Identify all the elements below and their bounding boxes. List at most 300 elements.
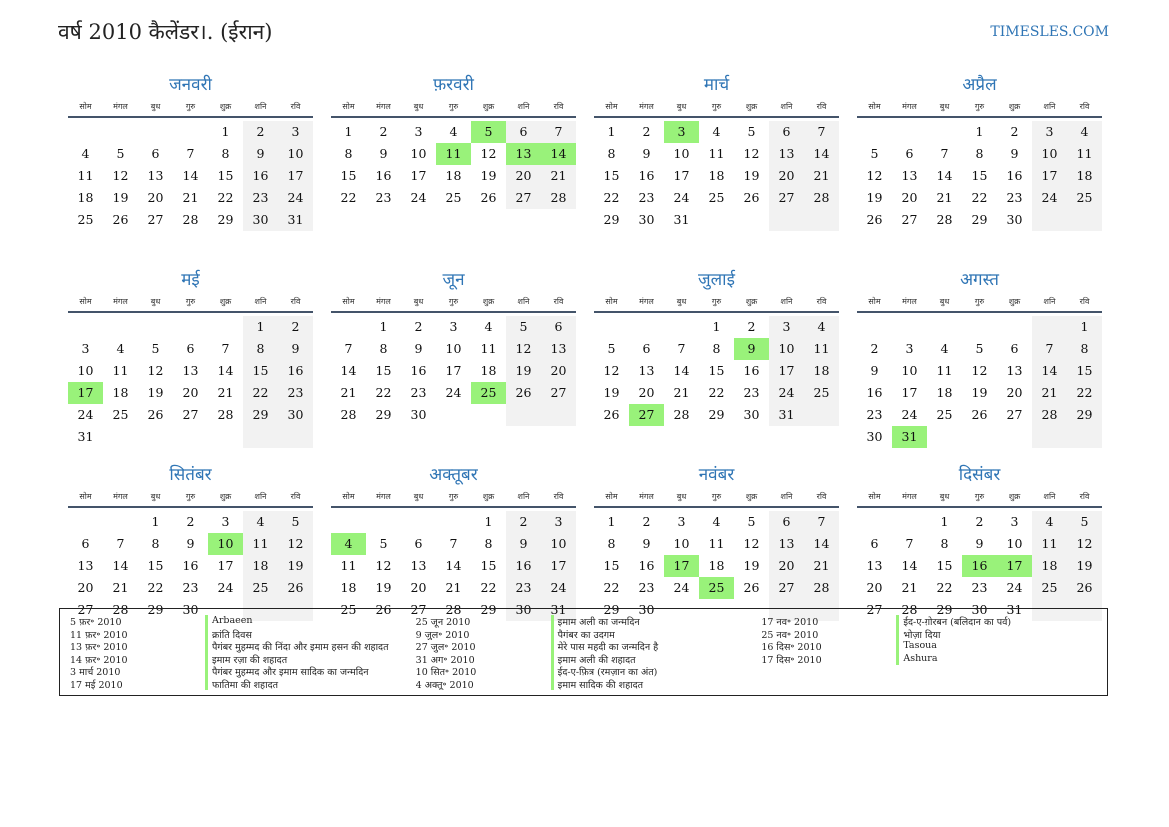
day-cell: 8 bbox=[243, 338, 278, 360]
day-grid bbox=[594, 511, 839, 621]
holiday-name: Tasoua bbox=[896, 640, 1097, 653]
weekday-label: शुक्र bbox=[219, 492, 232, 501]
day-cell: 5 bbox=[379, 536, 388, 551]
day-cell: 7 bbox=[344, 341, 353, 356]
empty-day-cell bbox=[1067, 426, 1102, 448]
month-name: जनवरी bbox=[169, 75, 212, 95]
holiday-date: 25 जून 2010 bbox=[415, 617, 471, 628]
day-cell: 25 bbox=[340, 602, 357, 617]
day-cell: 4 bbox=[804, 316, 839, 338]
weekday-label: मंगल bbox=[902, 492, 917, 501]
weekday-header bbox=[331, 488, 576, 508]
holiday-date: 5 फ़र॰ 2010 bbox=[70, 617, 122, 628]
day-cell: 23 bbox=[243, 187, 278, 209]
day-cell: 8 bbox=[344, 146, 353, 161]
weekday-label: मंगल bbox=[902, 102, 917, 111]
day-cell: 29 bbox=[147, 602, 164, 617]
day-cell: 19 bbox=[506, 360, 541, 382]
weekday-label: रवि bbox=[1079, 492, 1090, 501]
month-name: सितंबर bbox=[169, 465, 212, 485]
day-cell: 22 bbox=[603, 190, 620, 205]
day-cell: 19 bbox=[480, 168, 497, 183]
day-cell: 15 bbox=[971, 168, 988, 183]
weekday-label: शनि bbox=[517, 102, 530, 111]
day-cell: 10 bbox=[901, 363, 918, 378]
day-cell: 31 bbox=[278, 209, 313, 231]
empty-day-cell bbox=[927, 121, 962, 143]
day-grid bbox=[331, 316, 576, 426]
day-cell: 17 bbox=[410, 168, 427, 183]
day-cell: 10 bbox=[1032, 143, 1067, 165]
day-cell: 23 bbox=[638, 190, 655, 205]
day-cell: 26 bbox=[971, 407, 988, 422]
day-cell: 8 bbox=[484, 536, 493, 551]
empty-day-cell bbox=[734, 209, 769, 231]
weekday-header bbox=[331, 98, 576, 118]
day-cell: 8 bbox=[607, 536, 616, 551]
day-cell: 4 bbox=[712, 124, 721, 139]
day-cell: 5 bbox=[1067, 511, 1102, 533]
day-cell: 5 bbox=[151, 341, 160, 356]
day-cell: 31 bbox=[673, 212, 690, 227]
day-cell: 27 bbox=[410, 602, 427, 617]
day-cell: 4 bbox=[81, 146, 90, 161]
day-cell: 9 bbox=[278, 338, 313, 360]
day-cell: 24 bbox=[901, 407, 918, 422]
day-grid bbox=[331, 511, 576, 621]
day-cell: 18 bbox=[804, 360, 839, 382]
weekday-label: बुध bbox=[150, 297, 161, 306]
day-cell: 13 bbox=[541, 338, 576, 360]
day-cell: 7 bbox=[221, 341, 230, 356]
day-cell: 28 bbox=[445, 602, 462, 617]
holiday-name: इमाम रज़ा की शहादत bbox=[205, 653, 406, 666]
empty-day-cell bbox=[1032, 316, 1067, 338]
day-cell: 16 bbox=[506, 555, 541, 577]
day-cell: 18 bbox=[480, 363, 497, 378]
day-cell: 13 bbox=[506, 143, 541, 165]
weekday-label: शनि bbox=[517, 492, 530, 501]
day-cell: 7 bbox=[677, 341, 686, 356]
day-cell: 23 bbox=[638, 580, 655, 595]
day-grid bbox=[68, 121, 313, 231]
weekday-label: शनि bbox=[1043, 297, 1056, 306]
empty-day-cell bbox=[699, 209, 734, 231]
day-cell: 23 bbox=[743, 385, 760, 400]
weekday-label: मंगल bbox=[376, 297, 391, 306]
day-cell: 11 bbox=[112, 363, 129, 378]
legend-column bbox=[70, 615, 406, 690]
day-cell: 20 bbox=[901, 190, 918, 205]
day-cell: 12 bbox=[971, 363, 988, 378]
month-name: नवंबर bbox=[698, 465, 735, 485]
day-cell: 25 bbox=[243, 577, 278, 599]
day-cell: 21 bbox=[804, 165, 839, 187]
day-cell: 4 bbox=[484, 319, 493, 334]
day-cell: 2 bbox=[278, 316, 313, 338]
empty-day-cell bbox=[103, 121, 138, 143]
day-cell: 4 bbox=[243, 511, 278, 533]
day-cell: 31 bbox=[77, 429, 94, 444]
day-cell: 21 bbox=[112, 580, 129, 595]
day-cell: 16 bbox=[638, 558, 655, 573]
weekday-header bbox=[331, 293, 576, 313]
day-cell: 1 bbox=[975, 124, 984, 139]
empty-day-cell bbox=[401, 511, 436, 533]
day-cell: 11 bbox=[243, 533, 278, 555]
day-cell: 23 bbox=[971, 580, 988, 595]
day-cell: 16 bbox=[1006, 168, 1023, 183]
day-cell: 25 bbox=[699, 577, 734, 599]
day-cell: 18 bbox=[936, 385, 953, 400]
day-cell: 23 bbox=[182, 580, 199, 595]
day-cell: 26 bbox=[743, 190, 760, 205]
day-cell: 22 bbox=[340, 190, 357, 205]
weekday-label: गुरु bbox=[448, 492, 459, 501]
day-cell: 8 bbox=[975, 146, 984, 161]
empty-day-cell bbox=[243, 426, 278, 448]
day-cell: 9 bbox=[506, 533, 541, 555]
day-cell: 17 bbox=[445, 363, 462, 378]
day-cell: 15 bbox=[603, 558, 620, 573]
day-cell: 10 bbox=[77, 363, 94, 378]
weekday-label: गुरु bbox=[711, 492, 722, 501]
day-cell: 10 bbox=[410, 146, 427, 161]
day-cell: 27 bbox=[769, 187, 804, 209]
day-cell: 12 bbox=[147, 363, 164, 378]
weekday-label: बुध bbox=[413, 492, 424, 501]
empty-day-cell bbox=[471, 404, 506, 426]
day-cell: 24 bbox=[445, 385, 462, 400]
day-cell: 10 bbox=[673, 146, 690, 161]
weekday-label: मंगल bbox=[639, 102, 654, 111]
weekday-label: बुध bbox=[939, 102, 950, 111]
weekday-label: रवि bbox=[290, 102, 301, 111]
weekday-label: रवि bbox=[1079, 297, 1090, 306]
day-cell: 17 bbox=[68, 382, 103, 404]
day-cell: 31 bbox=[892, 426, 927, 448]
day-cell: 27 bbox=[77, 602, 94, 617]
holiday-date: 17 दिस॰ 2010 bbox=[761, 654, 822, 665]
empty-day-cell bbox=[997, 316, 1032, 338]
day-cell: 1 bbox=[712, 319, 721, 334]
day-cell: 29 bbox=[375, 407, 392, 422]
day-cell: 6 bbox=[541, 316, 576, 338]
weekday-label: बुध bbox=[150, 102, 161, 111]
day-cell: 30 bbox=[638, 602, 655, 617]
day-cell: 18 bbox=[112, 385, 129, 400]
day-cell: 3 bbox=[664, 121, 699, 143]
day-cell: 2 bbox=[642, 514, 651, 529]
day-cell: 8 bbox=[1067, 338, 1102, 360]
empty-day-cell bbox=[629, 316, 664, 338]
weekday-label: रवि bbox=[1079, 102, 1090, 111]
weekday-label: शुक्र bbox=[745, 492, 758, 501]
empty-day-cell bbox=[1067, 209, 1102, 231]
day-cell: 23 bbox=[1006, 190, 1023, 205]
day-cell: 29 bbox=[971, 212, 988, 227]
empty-day-cell bbox=[506, 404, 541, 426]
day-cell: 21 bbox=[901, 580, 918, 595]
day-cell: 13 bbox=[638, 363, 655, 378]
weekday-label: रवि bbox=[553, 102, 564, 111]
day-cell: 27 bbox=[1006, 407, 1023, 422]
day-cell: 2 bbox=[186, 514, 195, 529]
legend-column bbox=[416, 615, 752, 690]
day-cell: 11 bbox=[936, 363, 953, 378]
empty-day-cell bbox=[857, 316, 892, 338]
day-cell: 26 bbox=[112, 212, 129, 227]
weekday-label: सोम bbox=[868, 297, 881, 306]
day-cell: 25 bbox=[936, 407, 953, 422]
empty-day-cell bbox=[892, 511, 927, 533]
weekday-label: शनि bbox=[254, 297, 267, 306]
day-cell: 4 bbox=[449, 124, 458, 139]
empty-day-cell bbox=[68, 316, 103, 338]
day-cell: 10 bbox=[445, 341, 462, 356]
day-cell: 25 bbox=[804, 382, 839, 404]
day-cell: 5 bbox=[506, 316, 541, 338]
empty-day-cell bbox=[804, 404, 839, 426]
day-cell: 7 bbox=[449, 536, 458, 551]
day-cell: 24 bbox=[673, 190, 690, 205]
day-cell: 6 bbox=[1010, 341, 1019, 356]
weekday-label: सोम bbox=[605, 102, 618, 111]
empty-day-cell bbox=[997, 426, 1032, 448]
holiday-name: ईद-ए-फ़ित्र (रमज़ान का अंत) bbox=[551, 665, 752, 678]
weekday-label: मंगल bbox=[376, 102, 391, 111]
empty-day-cell bbox=[138, 316, 173, 338]
day-cell: 9 bbox=[379, 146, 388, 161]
day-grid bbox=[857, 511, 1102, 621]
day-cell: 28 bbox=[804, 187, 839, 209]
weekday-label: गुरु bbox=[711, 102, 722, 111]
day-cell: 9 bbox=[642, 146, 651, 161]
day-cell: 26 bbox=[375, 602, 392, 617]
day-cell: 24 bbox=[278, 187, 313, 209]
day-cell: 14 bbox=[804, 533, 839, 555]
day-cell: 27 bbox=[147, 212, 164, 227]
weekday-label: शनि bbox=[254, 102, 267, 111]
day-cell: 7 bbox=[541, 121, 576, 143]
day-cell: 4 bbox=[331, 533, 366, 555]
month-name: फ़रवरी bbox=[433, 75, 474, 95]
day-cell: 21 bbox=[673, 385, 690, 400]
weekday-label: मंगल bbox=[113, 102, 128, 111]
day-cell: 17 bbox=[541, 555, 576, 577]
empty-day-cell bbox=[366, 511, 401, 533]
month-calendar bbox=[857, 267, 1102, 462]
month-calendar bbox=[331, 72, 576, 267]
day-cell: 15 bbox=[243, 360, 278, 382]
holiday-date: 9 जुल॰ 2010 bbox=[415, 629, 470, 640]
day-cell: 19 bbox=[375, 580, 392, 595]
weekday-label: बुध bbox=[676, 297, 687, 306]
day-cell: 8 bbox=[940, 536, 949, 551]
day-cell: 10 bbox=[541, 533, 576, 555]
day-cell: 25 bbox=[1032, 577, 1067, 599]
day-cell: 19 bbox=[278, 555, 313, 577]
day-cell: 20 bbox=[866, 580, 883, 595]
day-cell: 3 bbox=[221, 514, 230, 529]
weekday-header bbox=[857, 488, 1102, 508]
day-cell: 25 bbox=[445, 190, 462, 205]
day-cell: 13 bbox=[1006, 363, 1023, 378]
holiday-date: 10 सित॰ 2010 bbox=[415, 667, 477, 678]
holiday-name: भोज़ा दिया bbox=[896, 628, 1097, 641]
day-cell: 17 bbox=[217, 558, 234, 573]
day-cell: 18 bbox=[708, 558, 725, 573]
empty-day-cell bbox=[138, 121, 173, 143]
day-cell: 1 bbox=[940, 514, 949, 529]
day-cell: 31 bbox=[541, 599, 576, 621]
day-cell: 18 bbox=[340, 580, 357, 595]
weekday-label: शुक्र bbox=[482, 297, 495, 306]
legend-column bbox=[761, 615, 1097, 690]
day-cell: 27 bbox=[866, 602, 883, 617]
day-cell: 3 bbox=[769, 316, 804, 338]
holiday-name: ईद-ए-ग़ोरबन (बलिदान का पर्व) bbox=[896, 615, 1097, 628]
day-cell: 16 bbox=[638, 168, 655, 183]
month-calendar bbox=[594, 267, 839, 462]
day-cell: 14 bbox=[673, 363, 690, 378]
day-cell: 6 bbox=[769, 121, 804, 143]
empty-day-cell bbox=[68, 121, 103, 143]
day-cell: 30 bbox=[278, 404, 313, 426]
weekday-label: बुध bbox=[413, 297, 424, 306]
day-cell: 12 bbox=[375, 558, 392, 573]
weekday-label: गुरु bbox=[185, 102, 196, 111]
day-cell: 7 bbox=[905, 536, 914, 551]
day-cell: 15 bbox=[217, 168, 234, 183]
weekday-header bbox=[68, 98, 313, 118]
empty-day-cell bbox=[173, 121, 208, 143]
day-cell: 4 bbox=[116, 341, 125, 356]
day-cell: 28 bbox=[804, 577, 839, 599]
holiday-name: इमाम अली का जन्मदिन bbox=[551, 615, 752, 628]
day-cell: 6 bbox=[414, 536, 423, 551]
day-cell: 19 bbox=[971, 385, 988, 400]
site-link[interactable]: TIMESLES.COM bbox=[990, 24, 1109, 40]
day-cell: 31 bbox=[769, 404, 804, 426]
empty-day-cell bbox=[541, 404, 576, 426]
day-cell: 20 bbox=[410, 580, 427, 595]
day-cell: 15 bbox=[147, 558, 164, 573]
weekday-label: सोम bbox=[79, 102, 92, 111]
day-cell: 9 bbox=[975, 536, 984, 551]
day-cell: 20 bbox=[77, 580, 94, 595]
day-cell: 7 bbox=[804, 511, 839, 533]
weekday-label: गुरु bbox=[185, 297, 196, 306]
weekday-label: गुरु bbox=[974, 102, 985, 111]
day-cell: 28 bbox=[217, 407, 234, 422]
holiday-name: पैगंबर मुहम्मद की निंदा और इमाम हसन की शहादत bbox=[205, 640, 406, 653]
day-cell: 16 bbox=[743, 363, 760, 378]
day-cell: 18 bbox=[1067, 165, 1102, 187]
day-cell: 21 bbox=[340, 385, 357, 400]
day-cell: 6 bbox=[151, 146, 160, 161]
day-cell: 28 bbox=[340, 407, 357, 422]
holiday-date: 14 फ़र॰ 2010 bbox=[70, 654, 128, 665]
weekday-label: शनि bbox=[517, 297, 530, 306]
day-cell: 2 bbox=[379, 124, 388, 139]
day-cell: 29 bbox=[603, 212, 620, 227]
months-grid bbox=[68, 72, 1102, 657]
holiday-name: फातिमा की शहादत bbox=[205, 678, 406, 691]
empty-day-cell bbox=[892, 316, 927, 338]
holiday-date: 13 फ़र॰ 2010 bbox=[70, 642, 128, 653]
day-cell: 30 bbox=[1006, 212, 1023, 227]
weekday-label: शुक्र bbox=[482, 102, 495, 111]
day-cell: 4 bbox=[712, 514, 721, 529]
weekday-label: रवि bbox=[553, 492, 564, 501]
day-cell: 26 bbox=[1067, 577, 1102, 599]
month-name: मार्च bbox=[703, 75, 730, 95]
weekday-header bbox=[68, 293, 313, 313]
day-cell: 5 bbox=[747, 124, 756, 139]
weekday-label: शुक्र bbox=[219, 102, 232, 111]
day-cell: 28 bbox=[541, 187, 576, 209]
empty-day-cell bbox=[331, 511, 366, 533]
holiday-name: इमाम अली की शहादत bbox=[551, 653, 752, 666]
holiday-name: इमाम सादिक की शहादत bbox=[551, 678, 752, 691]
day-cell: 19 bbox=[743, 558, 760, 573]
day-cell: 12 bbox=[480, 146, 497, 161]
day-cell: 14 bbox=[340, 363, 357, 378]
day-cell: 22 bbox=[1067, 382, 1102, 404]
holiday-legend bbox=[59, 608, 1108, 696]
page-title: वर्ष 2010 कैलेंडर।. (ईरान) bbox=[58, 20, 273, 44]
day-cell: 12 bbox=[743, 536, 760, 551]
weekday-label: रवि bbox=[816, 102, 827, 111]
weekday-label: मंगल bbox=[639, 492, 654, 501]
day-cell: 26 bbox=[147, 407, 164, 422]
day-cell: 19 bbox=[147, 385, 164, 400]
weekday-label: मंगल bbox=[639, 297, 654, 306]
day-cell: 26 bbox=[278, 577, 313, 599]
day-cell: 5 bbox=[747, 514, 756, 529]
day-cell: 30 bbox=[506, 599, 541, 621]
day-cell: 22 bbox=[603, 580, 620, 595]
day-cell: 3 bbox=[414, 124, 423, 139]
holiday-date: 17 नव॰ 2010 bbox=[761, 617, 819, 628]
weekday-label: शुक्र bbox=[1008, 102, 1021, 111]
day-cell: 2 bbox=[870, 341, 879, 356]
day-cell: 2 bbox=[414, 319, 423, 334]
day-cell: 26 bbox=[480, 190, 497, 205]
empty-day-cell bbox=[1032, 426, 1067, 448]
day-cell: 14 bbox=[182, 168, 199, 183]
day-cell: 28 bbox=[673, 407, 690, 422]
day-cell: 13 bbox=[769, 533, 804, 555]
day-cell: 15 bbox=[936, 558, 953, 573]
day-cell: 12 bbox=[278, 533, 313, 555]
day-cell: 16 bbox=[962, 555, 997, 577]
day-cell: 26 bbox=[603, 407, 620, 422]
day-cell: 26 bbox=[506, 382, 541, 404]
day-cell: 5 bbox=[975, 341, 984, 356]
empty-day-cell bbox=[857, 121, 892, 143]
day-cell: 6 bbox=[870, 536, 879, 551]
day-cell: 3 bbox=[278, 121, 313, 143]
weekday-header bbox=[594, 98, 839, 118]
weekday-label: रवि bbox=[816, 297, 827, 306]
day-cell: 1 bbox=[607, 124, 616, 139]
day-cell: 25 bbox=[112, 407, 129, 422]
weekday-label: बुध bbox=[939, 492, 950, 501]
day-cell: 30 bbox=[410, 407, 427, 422]
weekday-label: शनि bbox=[780, 297, 793, 306]
